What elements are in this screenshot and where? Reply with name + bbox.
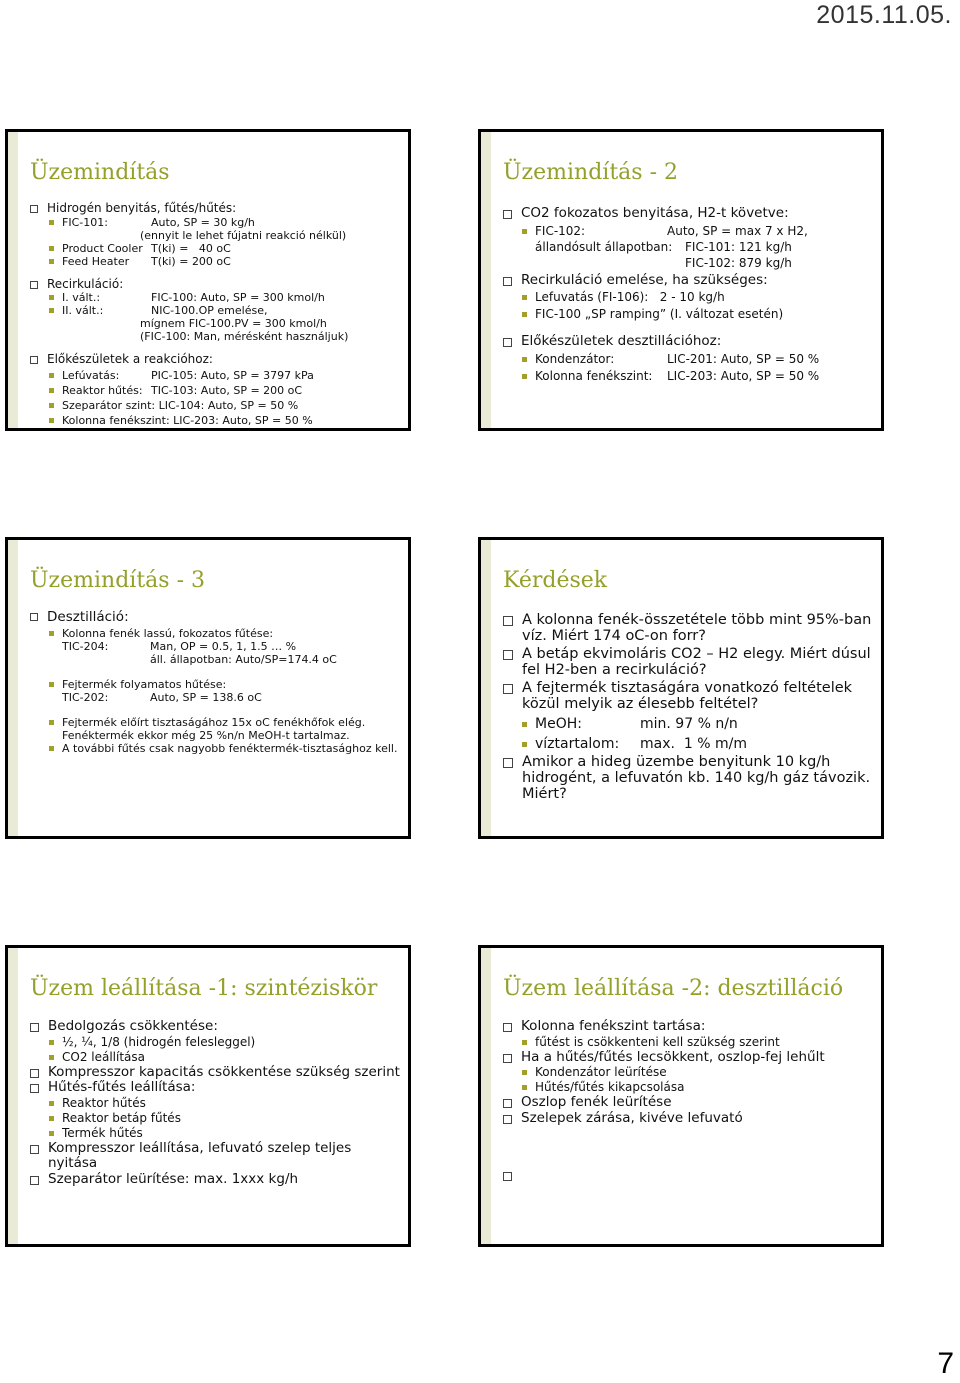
bullet-square-icon [503, 1054, 512, 1063]
bullet: Recirkuláció emelése, ha szükséges: [503, 273, 875, 289]
bullet: Recirkuláció: [30, 278, 402, 292]
continuation: TIC-204: Man, OP = 0.5, 1, 1.5 … % [62, 640, 297, 653]
bullet-square-icon [503, 1023, 512, 1032]
sub-bullet-icon [522, 1085, 527, 1090]
sub-bullet-icon [49, 1040, 54, 1045]
slide-title: Kérdések [503, 568, 608, 593]
bullet: A fejtermék tisztaságára vonatkozó feltételek közül melyik az élesebb feltétel? [503, 680, 875, 712]
bullet-square-icon [30, 356, 38, 364]
slide-kerdesek [478, 537, 884, 839]
bullet-square-icon [503, 1172, 512, 1181]
continuation: TIC-202: Auto, SP = 138.6 oC [62, 691, 262, 704]
sub-bullet-icon [49, 259, 54, 264]
slide-title: Üzemindítás [30, 160, 170, 185]
bullet: Szeparátor leürítése: max. 1xxx kg/h [30, 1172, 402, 1188]
sub-bullet-icon [49, 403, 54, 408]
sub-bullet-icon [522, 357, 527, 362]
bullet-square-icon [30, 1084, 39, 1093]
bullet: Kompresszor leállítása, lefuvató szelep teljes nyitása [30, 1141, 402, 1172]
sub-bullet: ½, ¼, 1/8 (hidrogén felesleggel) [30, 1035, 402, 1050]
slide-body [30, 610, 402, 755]
bullet: Szelepek zárása, kivéve lefuvató [503, 1111, 875, 1127]
bullet: Kompresszor kapacitás csökkentése szükség szerint [30, 1065, 402, 1081]
bullet-square-icon [503, 1115, 512, 1124]
slide-uzeminditas-3 [5, 537, 411, 839]
sub-bullet: CO2 leállítása [30, 1050, 402, 1065]
sub-bullet: FIC-102: Auto, SP = max 7 x H2, [503, 224, 875, 239]
bullet: Kolonna fenékszint tartása: [503, 1019, 875, 1035]
sub-bullet: fűtést is csökkenteni kell szükség szerint [503, 1035, 875, 1050]
continuation: állandósult állapotban: FIC-101: 121 kg/h [535, 239, 792, 254]
slide-uzeminditas-1 [5, 129, 411, 431]
sub-bullet: Termék hűtés [30, 1126, 402, 1141]
bullet: CO2 fokozatos benyitása, H2-t követve: [503, 206, 875, 222]
page-number: 7 [937, 1347, 954, 1380]
sub-bullet: Reaktor hűtés [30, 1096, 402, 1111]
bullet-square-icon [503, 616, 513, 626]
bullet-square-icon [30, 613, 38, 621]
slide-leallitas-2 [478, 945, 884, 1247]
slide-body [503, 1019, 875, 1181]
slide-body [503, 612, 875, 802]
sub-bullet-icon [49, 388, 54, 393]
slide-title: Üzemindítás - 3 [30, 568, 206, 593]
continuation: Fenéktermék ekkor még 25 %n/n MeOH-t tartalmaz. [62, 729, 350, 742]
bullet-square-icon [30, 281, 38, 289]
sub-bullet: MeOH: min. 97 % n/n [503, 716, 875, 732]
sub-bullet: A további fűtés csak nagyobb fenéktermék-tisztasághoz kell. [30, 742, 402, 755]
bullet: Desztilláció: [30, 610, 402, 625]
sub-bullet: I. vált.: FIC-100: Auto, SP = 300 kmol/h [30, 291, 402, 304]
sub-bullet-icon [49, 1116, 54, 1121]
slide-title: Üzem leállítása -1: szintéziskör [30, 976, 378, 1001]
continuation: FIC-102: 879 kg/h [685, 255, 792, 270]
sub-bullet: Kondenzátor leürítése [503, 1065, 875, 1080]
sub-bullet: Kondenzátor: LIC-201: Auto, SP = 50 % [503, 352, 875, 367]
sub-bullet-icon [49, 1055, 54, 1060]
sub-bullet: FIC-101: Auto, SP = 30 kg/h [30, 216, 402, 229]
sub-bullet-icon [49, 418, 54, 423]
sub-bullet-icon [522, 742, 527, 747]
bullet: Ha a hűtés/fűtés lecsökkent, oszlop-fej lehűlt [503, 1050, 875, 1066]
slide-body [503, 206, 875, 384]
sub-bullet-icon [49, 308, 54, 313]
sub-bullet-icon [49, 295, 54, 300]
bullet: Hidrogén benyitás, fűtés/hűtés: [30, 202, 402, 216]
sub-bullet-icon [49, 373, 54, 378]
sub-bullet: Kolonna fenékszint: LIC-203: Auto, SP = 50 % [503, 369, 875, 384]
sub-bullet-icon [522, 374, 527, 379]
continuation: (ennyit le lehet fújatni reakció nélkül) [140, 228, 347, 242]
sub-bullet-icon [49, 746, 54, 751]
sub-bullet: Fejtermék folyamatos hűtése: [30, 678, 402, 691]
bullet-square-icon [503, 210, 512, 219]
sub-bullet: Kolonna fenékszint: LIC-203: Auto, SP = 50 % [30, 414, 402, 427]
slide-body [30, 202, 402, 427]
bullet-square-icon [503, 758, 513, 768]
sub-bullet-icon [522, 229, 527, 234]
continuation: mígnem FIC-100.PV = 300 kmol/h [140, 317, 327, 330]
slide-uzeminditas-2 [478, 129, 884, 431]
bullet: A kolonna fenék-összetétele több mint 95%-ban víz. Miért 174 oC-on forr? [503, 612, 875, 644]
bullet: Bedolgozás csökkentése: [30, 1019, 402, 1035]
sub-bullet-icon [49, 682, 54, 687]
continuation: (FIC-100: Man, mérésként használjuk) [140, 330, 349, 343]
sub-bullet: Szeparátor szint: LIC-104: Auto, SP = 50 % [30, 399, 402, 412]
continuation: áll. állapotban: Auto/SP=174.4 oC [150, 653, 337, 666]
sub-bullet: Product Cooler T(ki) = 40 oC [30, 242, 402, 255]
bullet-square-icon [503, 338, 512, 347]
bullet-square-icon [503, 277, 512, 286]
bullet-square-icon [503, 684, 513, 694]
sub-bullet-icon [49, 220, 54, 225]
bullet-square-icon [30, 1176, 39, 1185]
bullet-square-icon [503, 650, 513, 660]
sub-bullet: Lefuvatás (FI-106): 2 - 10 kg/h [503, 290, 875, 305]
sub-bullet-icon [522, 312, 527, 317]
bullet-square-icon [503, 1099, 512, 1108]
sub-bullet-icon [49, 246, 54, 251]
slide-title: Üzem leállítása -2: desztilláció [503, 976, 844, 1001]
bullet-square-icon [30, 1145, 39, 1154]
sub-bullet: Feed Heater T(ki) = 200 oC [30, 255, 402, 268]
sub-bullet-icon [522, 1070, 527, 1075]
sub-bullet-icon [522, 1040, 527, 1045]
sub-bullet: Reaktor hűtés: TIC-103: Auto, SP = 200 oC [30, 384, 402, 397]
sub-bullet-icon [522, 722, 527, 727]
sub-bullet-icon [522, 295, 527, 300]
sub-bullet: Fejtermék előírt tisztaságához 15x oC fenékhőfok elég. [30, 716, 402, 729]
empty-bullet [503, 1168, 875, 1181]
slide-title: Üzemindítás - 2 [503, 160, 679, 185]
bullet: Hűtés-fűtés leállítása: [30, 1080, 402, 1096]
sub-bullet-icon [49, 631, 54, 636]
sub-bullet-icon [49, 1131, 54, 1136]
bullet-square-icon [30, 205, 38, 213]
slide-leallitas-1 [5, 945, 411, 1247]
slide-body [30, 1019, 402, 1187]
sub-bullet: víztartalom: max. 1 % m/m [503, 736, 875, 752]
sub-bullet: II. vált.: NIC-100.OP emelése, [30, 304, 402, 317]
bullet: Amikor a hideg üzembe benyitunk 10 kg/h hidrogént, a lefuvatón kb. 140 kg/h gáz távozik. Miért? [503, 754, 875, 802]
bullet: Oszlop fenék leürítése [503, 1095, 875, 1111]
sub-bullet-icon [49, 720, 54, 725]
bullet-square-icon [30, 1023, 39, 1032]
page-date: 2015.11.05. [816, 1, 952, 29]
sub-bullet: Hűtés/fűtés kikapcsolása [503, 1080, 875, 1095]
bullet: Előkészületek a reakcióhoz: [30, 353, 402, 367]
bullet: A betáp ekvimoláris CO2 – H2 elegy. Miért dúsul fel H2-ben a recirkuláció? [503, 646, 875, 678]
sub-bullet-icon [49, 1101, 54, 1106]
sub-bullet: Reaktor betáp fűtés [30, 1111, 402, 1126]
bullet-square-icon [30, 1069, 39, 1078]
sub-bullet: FIC-100 „SP ramping” (I. változat esetén) [503, 307, 875, 322]
sub-bullet: Kolonna fenék lassú, fokozatos fűtése: [30, 627, 402, 640]
bullet: Előkészületek desztillációhoz: [503, 334, 875, 350]
sub-bullet: Lefúvatás: PIC-105: Auto, SP = 3797 kPa [30, 369, 402, 382]
